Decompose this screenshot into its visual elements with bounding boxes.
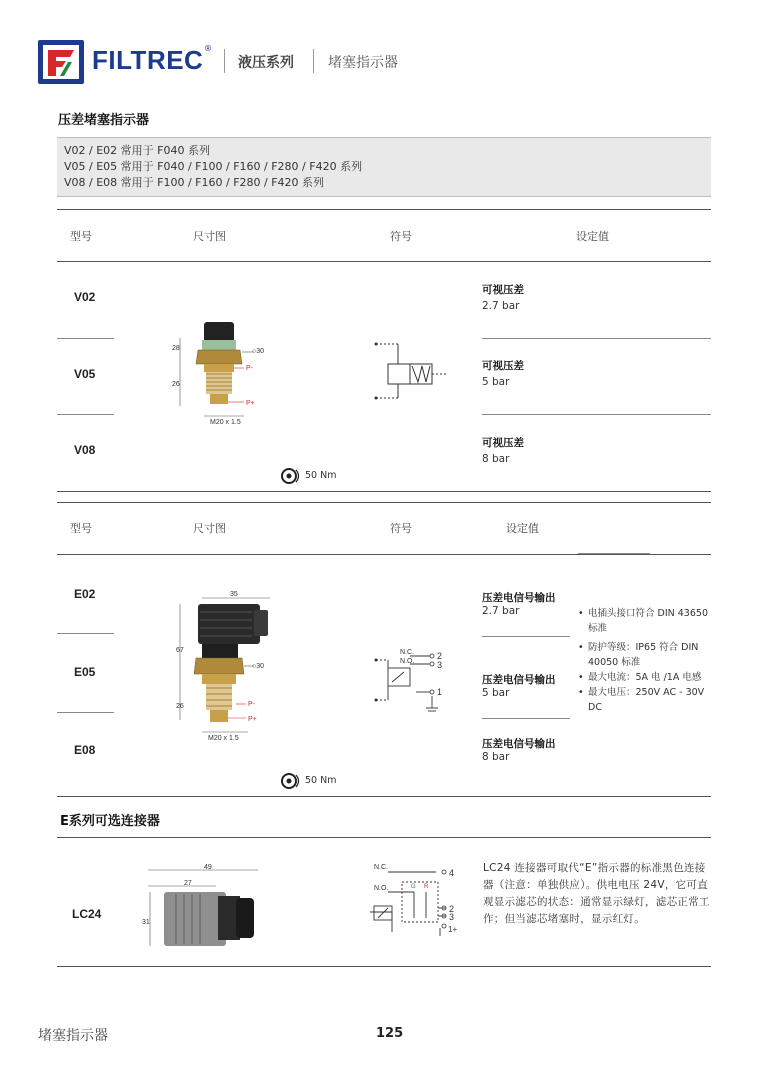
row-divider	[482, 338, 711, 339]
row-divider	[482, 718, 570, 719]
table-rule	[57, 502, 711, 503]
row-divider	[57, 712, 114, 713]
pin-label: 3	[437, 660, 443, 670]
spec-item: • 防护等级：IP65 符合 DIN 40050 标准	[578, 640, 718, 670]
model-code: E08	[74, 743, 96, 757]
torque-value: 50 Nm	[305, 470, 337, 481]
section-title: E系列可选连接器	[60, 814, 160, 829]
col-header-symbol: 符号	[390, 522, 412, 535]
symbol-label: N.O.	[374, 885, 389, 892]
electrical-specs-list	[578, 606, 718, 715]
setting-label: 可视压差	[482, 437, 524, 449]
series-note-line: V08 / E08 常用于 F100 / F160 / F280 / F420 系列	[64, 176, 325, 189]
setting-label: 可视压差	[482, 284, 524, 296]
model-code: E02	[74, 587, 96, 601]
section-title: 压差堵塞指示器	[58, 113, 150, 128]
setting-label: 压差电信号输出	[482, 674, 556, 686]
model-code: E05	[74, 665, 96, 679]
row-divider	[57, 414, 114, 415]
header-divider	[224, 49, 225, 73]
e-indicator-drawing	[168, 588, 292, 744]
row-divider	[57, 633, 114, 634]
pin-label: 1+	[448, 925, 458, 934]
registered-mark: ®	[204, 44, 212, 53]
col-header-symbol: 符号	[390, 230, 412, 243]
pin-label: 4	[449, 868, 455, 878]
v-indicator-drawing	[168, 320, 288, 432]
row-divider	[482, 414, 711, 415]
torque-wrench-icon	[280, 467, 302, 485]
table-rule	[57, 209, 711, 210]
torque-value: 50 Nm	[305, 775, 337, 786]
setting-label: 可视压差	[482, 360, 524, 372]
table-rule	[57, 261, 711, 262]
lc24-description: LC24 连接器可取代“E”指示器的标准黑色连接器（注意：单独供应）。供电电压 24V，它可直观显示滤芯的状态：通常显示绿灯，滤芯正常工作；但当滤芯堵塞时，显示红灯。	[483, 862, 710, 925]
symbol-label: N.C.	[400, 649, 414, 656]
pin-label: 2	[449, 904, 455, 914]
model-code: LC24	[72, 907, 102, 921]
setting-value: 2.7 bar	[482, 300, 520, 312]
table-rule	[57, 491, 711, 492]
col-header-drawing: 尺寸图	[193, 230, 226, 243]
table-rule	[57, 554, 711, 555]
series-note-box	[57, 137, 711, 197]
col-header-setting: 设定值	[506, 522, 539, 535]
thread-label: M20 x 1.5	[210, 419, 241, 426]
port-label: P-	[246, 365, 253, 372]
specs-rule	[578, 553, 650, 554]
brand-name: FILTREC	[92, 45, 204, 75]
pin-label: 1	[437, 687, 443, 697]
setting-value: 5 bar	[482, 376, 510, 388]
port-label: P+	[248, 716, 257, 723]
led-label: G	[411, 884, 416, 890]
dim-label: 26	[176, 703, 184, 710]
col-header-model: 型号	[70, 522, 92, 535]
setting-value: 5 bar	[482, 687, 510, 699]
model-code: V05	[74, 367, 96, 381]
col-header-model: 型号	[70, 230, 92, 243]
dim-label: 67	[176, 647, 184, 654]
footer-label: 堵塞指示器	[38, 1028, 108, 1044]
e-electrical-symbol	[370, 644, 450, 716]
filtrec-logo-icon	[38, 40, 84, 84]
model-code: V02	[74, 290, 96, 304]
series-note-line: V05 / E05 常用于 F040 / F100 / F160 / F280 / F420 系列	[64, 160, 363, 173]
dim-label: 31	[142, 919, 150, 926]
hex-label: ○30	[252, 348, 265, 355]
table-rule	[57, 796, 711, 797]
setting-value: 8 bar	[482, 751, 510, 763]
hex-label: ○30	[252, 663, 265, 670]
header-subcategory: 堵塞指示器	[328, 55, 398, 71]
pin-label: 2	[437, 651, 443, 661]
header-category: 液压系列	[238, 55, 294, 71]
lc24-electrical-symbol	[366, 858, 460, 940]
pin-label: 3	[449, 912, 455, 922]
spec-item: • 最大电压：250V AC - 30V DC	[578, 685, 718, 715]
table-rule	[57, 837, 711, 838]
led-label: R	[424, 884, 429, 890]
thread-label: M20 x 1.5	[208, 735, 239, 742]
spec-item: • 电插头接口符合 DIN 43650 标准	[578, 606, 718, 636]
setting-value: 8 bar	[482, 453, 510, 465]
setting-label: 压差电信号输出	[482, 738, 556, 750]
row-divider	[57, 338, 114, 339]
v-hydraulic-symbol	[368, 334, 454, 406]
setting-value: 2.7 bar	[482, 605, 520, 617]
torque-wrench-icon	[280, 772, 302, 790]
symbol-label: N.O.	[400, 658, 415, 665]
model-code: V08	[74, 443, 96, 457]
port-label: P+	[246, 400, 255, 407]
symbol-label: N.C.	[374, 864, 388, 871]
dim-label: 35	[230, 591, 238, 598]
col-header-setting: 设定值	[576, 230, 609, 243]
header-divider	[313, 49, 314, 73]
port-label: P-	[248, 701, 255, 708]
table-rule	[57, 966, 711, 967]
spec-item: • 最大电流：5A 电 /1A 电感	[578, 670, 718, 685]
dim-label: 26	[172, 381, 180, 388]
dim-label: 27	[184, 880, 192, 887]
page-number: 125	[376, 1026, 404, 1041]
col-header-drawing: 尺寸图	[193, 522, 226, 535]
row-divider	[482, 636, 570, 637]
dim-label: 49	[204, 864, 212, 871]
setting-label: 压差电信号输出	[482, 592, 556, 604]
lc24-connector-drawing	[140, 862, 270, 950]
series-note-line: V02 / E02 常用于 F040 系列	[64, 144, 210, 157]
dim-label: 28	[172, 345, 180, 352]
